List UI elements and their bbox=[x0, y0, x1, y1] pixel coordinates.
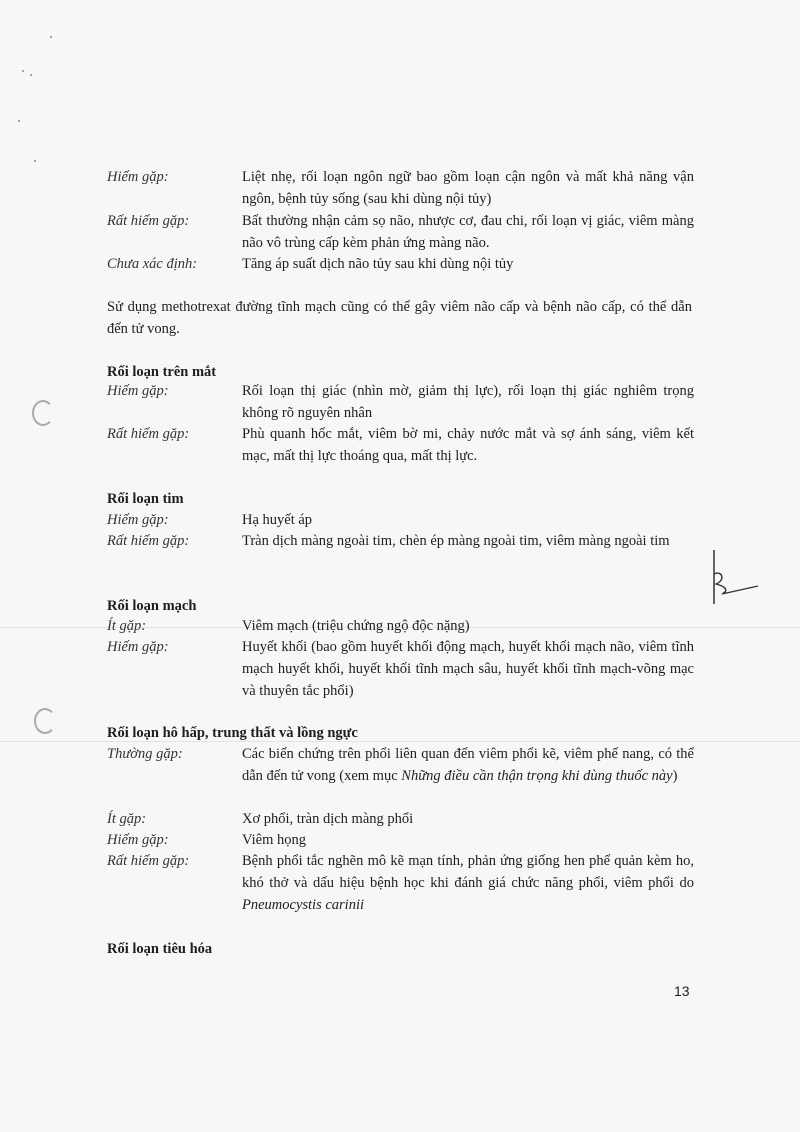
frequency-label: Hiếm gặp: bbox=[107, 512, 169, 528]
effect-description: Phù quanh hốc mắt, viêm bờ mi, chảy nước mắt và sợ ánh sáng, viêm kết mạc, mất thị lực thoáng qua, mất thị lực. bbox=[242, 426, 694, 464]
desc-text: Bệnh phổi tắc nghẽn mô kẽ mạn tính, phản ứng giống hen phế quản kèm ho, khó thở và dấu hiệu bệnh học khi đánh giá chức năng phổi, viêm phổi do bbox=[242, 853, 694, 891]
scan-speck bbox=[50, 36, 52, 38]
section-heading-gi: Rối loạn tiêu hóa bbox=[107, 941, 213, 957]
effect-description: Xơ phổi, tràn dịch màng phổi bbox=[242, 811, 414, 827]
section-heading-heart: Rối loạn tim bbox=[107, 491, 184, 507]
handwritten-initial-mark bbox=[700, 548, 762, 606]
effect-description: Viêm họng bbox=[242, 832, 306, 848]
note-paragraph: Sử dụng methotrexat đường tĩnh mạch cũng có thể gây viêm não cấp và bệnh não cấp, có thể dẫn đến tử vong. bbox=[107, 299, 692, 337]
punch-hole bbox=[32, 400, 54, 426]
scan-speck bbox=[22, 70, 24, 72]
scan-speck bbox=[30, 74, 32, 76]
punch-hole bbox=[34, 708, 56, 734]
effect-description: Liệt nhẹ, rối loạn ngôn ngữ bao gồm loạn cận ngôn và mất khả năng vận ngôn, bệnh tủy sống (sau khi dùng nội tủy) bbox=[242, 169, 694, 207]
scan-speck bbox=[34, 160, 36, 162]
effect-description: Viêm mạch (triệu chứng ngộ độc nặng) bbox=[242, 618, 470, 634]
section-heading-eye: Rối loạn trên mắt bbox=[107, 364, 217, 380]
frequency-label: Rất hiếm gặp: bbox=[107, 533, 190, 549]
desc-italic-reference: Những điều cần thận trọng khi dùng thuốc này bbox=[401, 768, 673, 784]
frequency-label: Chưa xác định: bbox=[107, 256, 198, 272]
frequency-label: Rất hiếm gặp: bbox=[107, 213, 190, 229]
effect-description: Tràn dịch màng ngoài tim, chèn ép màng ngoài tim, viêm màng ngoài tim bbox=[242, 533, 670, 549]
frequency-label: Ít gặp: bbox=[107, 811, 147, 827]
frequency-label: Thường gặp: bbox=[107, 746, 183, 762]
page-number: 13 bbox=[674, 983, 690, 999]
frequency-label: Hiếm gặp: bbox=[107, 169, 169, 185]
scan-speck bbox=[18, 120, 20, 122]
section-heading-vascular: Rối loạn mạch bbox=[107, 598, 197, 614]
effect-description: Bất thường nhận cảm sọ não, nhược cơ, đau chi, rối loạn vị giác, viêm màng não vô trùng cấp kèm phản ứng màng não. bbox=[242, 213, 694, 251]
section-heading-respiratory: Rối loạn hô hấp, trung thất và lồng ngực bbox=[107, 725, 358, 741]
frequency-label: Hiếm gặp: bbox=[107, 383, 169, 399]
effect-description: Rối loạn thị giác (nhìn mờ, giảm thị lực), rối loạn thị giác nghiêm trọng không rõ nguyên nhân bbox=[242, 383, 694, 421]
frequency-label: Hiếm gặp: bbox=[107, 639, 169, 655]
effect-description bbox=[242, 850, 694, 916]
desc-italic-species: Pneumocystis carinii bbox=[242, 897, 365, 913]
effect-description: Hạ huyết áp bbox=[242, 512, 313, 528]
desc-text: ) bbox=[672, 768, 678, 784]
effect-description: Tăng áp suất dịch não tủy sau khi dùng nội tủy bbox=[242, 256, 514, 272]
frequency-label: Hiếm gặp: bbox=[107, 832, 169, 848]
frequency-label: Rất hiếm gặp: bbox=[107, 853, 190, 869]
effect-description bbox=[242, 743, 694, 787]
effect-description: Huyết khối (bao gồm huyết khối động mạch, huyết khối mạch não, viêm tĩnh mạch huyết khối, huyết khối tĩnh mạch sâu, huyết khối tĩnh mạch-võng mạc và thuyên tắc phổi) bbox=[242, 639, 694, 699]
desc-text: Các biến chứng trên phổi liên quan đến viêm phổi kẽ, viêm phế nang, có thể dẫn đến tử vong (xem mục bbox=[242, 746, 694, 784]
frequency-label: Ít gặp: bbox=[107, 618, 147, 634]
frequency-label: Rất hiếm gặp: bbox=[107, 426, 190, 442]
